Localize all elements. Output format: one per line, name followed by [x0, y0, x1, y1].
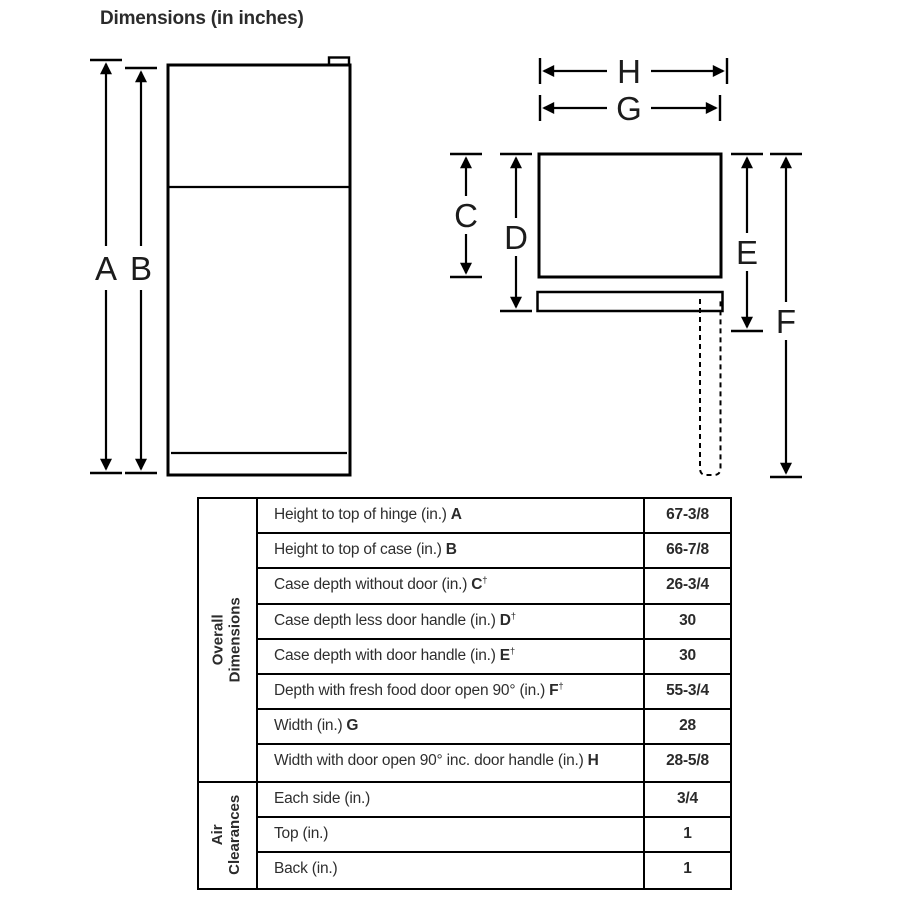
- dim-arrow-d: [500, 154, 532, 311]
- dim-label-c: C: [454, 197, 478, 234]
- dim-label-f: F: [775, 303, 797, 340]
- row-label: [258, 534, 643, 567]
- section-header-line: Air: [209, 824, 227, 846]
- section-air-clearances: [199, 781, 730, 889]
- dagger-mark: †: [509, 645, 515, 657]
- row-label: [258, 710, 643, 743]
- dimension-letter: E: [499, 646, 510, 664]
- dagger-mark: †: [482, 575, 488, 587]
- table-row: [258, 745, 730, 780]
- row-value: 67-3/8: [643, 499, 730, 532]
- table-row: [258, 710, 730, 745]
- dimension-letter: A: [450, 506, 462, 523]
- row-value: 1: [643, 853, 730, 888]
- row-value: 28-5/8: [643, 745, 730, 780]
- dim-arrow-b: [125, 68, 157, 473]
- row-label-text: Top (in.): [274, 824, 329, 842]
- row-value: 1: [643, 818, 730, 851]
- dagger-mark: †: [510, 610, 516, 622]
- row-label: [258, 818, 643, 851]
- dim-arrow-f: [770, 154, 802, 477]
- table-row: [258, 818, 730, 853]
- dim-label-d: D: [504, 219, 528, 256]
- dim-label-e: E: [735, 234, 759, 271]
- row-label-text: Case depth with door handle (in.): [274, 646, 496, 664]
- row-label-text: Height to top of hinge (in.): [274, 506, 447, 523]
- section-header-overall: [199, 499, 258, 781]
- row-label-text: Height to top of case (in.): [274, 541, 442, 559]
- front-view: [90, 58, 350, 476]
- section-header-line: Dimensions: [226, 597, 244, 683]
- page-title: Dimensions (in inches): [100, 8, 304, 29]
- table-row: [258, 675, 730, 710]
- dim-label-b: B: [129, 250, 153, 287]
- table-row: [258, 605, 730, 640]
- dimension-letter: D: [499, 611, 511, 629]
- dim-arrow-h: [540, 53, 727, 90]
- row-value: 55-3/4: [643, 675, 730, 708]
- row-label-text: Case depth less door handle (in.): [274, 611, 496, 629]
- row-label-text: Width with door open 90° inc. door handle (in.): [274, 752, 584, 770]
- dimension-letter: C: [471, 576, 483, 594]
- row-label-text: Back (in.): [274, 859, 338, 877]
- dimension-letter: H: [587, 752, 599, 770]
- row-value: 66-7/8: [643, 534, 730, 567]
- section-header-air: [199, 783, 258, 889]
- dimension-letter: B: [445, 541, 457, 559]
- row-label: [258, 675, 643, 708]
- dim-arrow-a: [90, 60, 122, 473]
- row-label: [258, 569, 643, 602]
- dim-arrow-c: [450, 154, 482, 277]
- table-row: [258, 499, 730, 534]
- open-door-handle-dashed: [700, 299, 721, 475]
- dimension-letter: F: [549, 681, 559, 699]
- row-label: [258, 499, 643, 532]
- refrigerator-outline: [168, 65, 350, 475]
- section-overall-dimensions: [199, 499, 730, 781]
- dimension-letter: G: [346, 717, 359, 735]
- dagger-mark: †: [558, 680, 564, 692]
- row-label-text: Depth with fresh food door open 90° (in.): [274, 681, 546, 699]
- row-value: 30: [643, 640, 730, 673]
- door-top-outline: [538, 292, 723, 311]
- dim-arrow-g: [540, 90, 720, 127]
- table-row: [258, 640, 730, 675]
- dimensions-table: [197, 497, 732, 890]
- row-value: 28: [643, 710, 730, 743]
- table-row: [258, 783, 730, 818]
- table-row: [258, 853, 730, 888]
- table-row: [258, 534, 730, 569]
- row-value: 3/4: [643, 783, 730, 816]
- table-row: [258, 569, 730, 604]
- row-label: [258, 640, 643, 673]
- row-label: [258, 745, 643, 780]
- row-label: [258, 605, 643, 638]
- dim-label-a: A: [94, 250, 118, 287]
- dim-arrow-e: [731, 154, 763, 331]
- row-label: [258, 853, 643, 888]
- dim-label-g: G: [616, 90, 642, 127]
- dim-label-h: H: [617, 53, 641, 90]
- top-view: [450, 53, 802, 477]
- row-label: [258, 783, 643, 816]
- section-header-line: Overall: [209, 614, 227, 666]
- row-label-text: Each side (in.): [274, 789, 371, 807]
- case-top-outline: [539, 154, 721, 277]
- row-label-text: Case depth without door (in.): [274, 576, 468, 594]
- row-label-text: Width (in.): [274, 717, 343, 735]
- section-header-line: Clearances: [226, 795, 244, 876]
- row-value: 30: [643, 605, 730, 638]
- row-value: 26-3/4: [643, 569, 730, 602]
